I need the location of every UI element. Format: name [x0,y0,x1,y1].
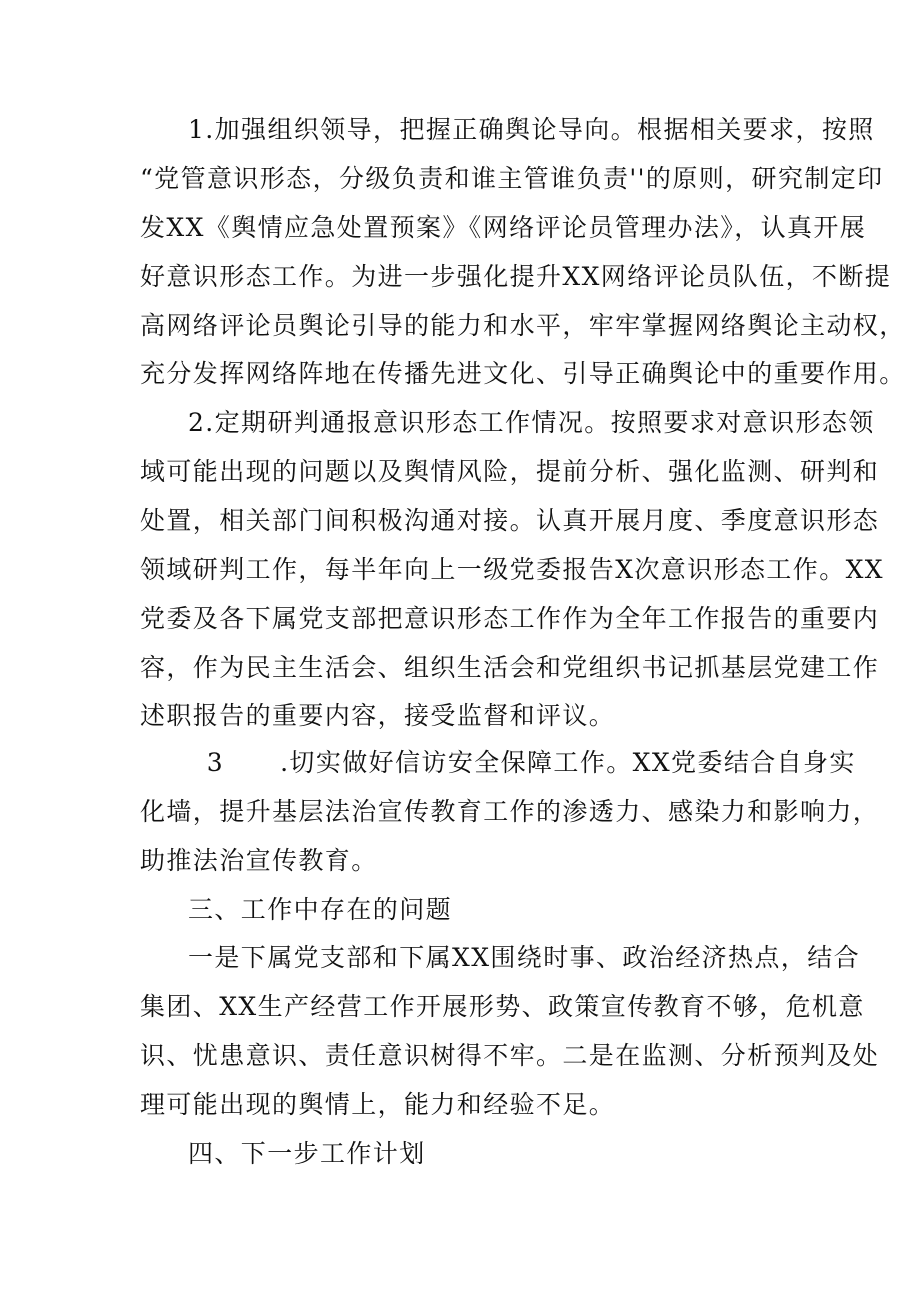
paragraph-2-line-5: 党委及各下属党支部把意识形态工作作为全年工作报告的重要内 [140,604,880,633]
paragraph-2-line-3: 处置，相关部门间积极沟通对接。认真开展月度、季度意识形态 [140,506,880,535]
paragraph-2-line-7: 述职报告的重要内容，接受监督和评议。 [140,701,616,730]
paragraph-2-line-1: 2.定期研判通报意识形态工作情况。按照要求对意识形态领 [188,408,875,437]
paragraph-1-line-5: 高网络评论员舆论引导的能力和水平，牢牢掌握网络舆论主动权， [140,311,906,340]
paragraph-2-line-6: 容，作为民主生活会、组织生活会和党组织书记抓基层党建工作 [140,653,880,682]
paragraph-1-line-2: “党管意识形态，分级负责和谁主管谁负责''的原则，研究制定印 [140,164,884,193]
section-heading-next-plan: 四、下一步工作计划 [188,1139,426,1168]
paragraph-2-line-2: 域可能出现的问题以及舆情风险，提前分析、强化监测、研判和 [140,457,880,486]
paragraph-3-line-1: 3 .切实做好信访安全保障工作。XX党委结合自身实 [188,748,856,777]
paragraph-1-line-3: 发XX《舆情应急处置预案》《网络评论员管理办法》，认真开展 [140,213,867,242]
section-heading-problems: 三、工作中存在的问题 [188,895,453,924]
paragraph-4-line-3: 识、忧患意识、责任意识树得不牢。二是在监测、分析预判及处 [140,1041,880,1070]
paragraph-1-line-6: 充分发挥网络阵地在传播先进文化、引导正确舆论中的重要作用。 [140,359,906,388]
paragraph-3-line-3: 助推法治宣传教育。 [140,846,378,875]
paragraph-2-line-4: 领域研判工作，每半年向上一级党委报告X次意识形态工作。XX [140,555,884,584]
paragraph-4-line-4: 理可能出现的舆情上，能力和经验不足。 [140,1090,616,1119]
paragraph-3-line-2: 化墙，提升基层法治宣传教育工作的渗透力、感染力和影响力， [140,797,880,826]
paragraph-1-line-1: 1.加强组织领导，把握正确舆论导向。根据相关要求，按照 [188,115,875,144]
paragraph-1-line-4: 好意识形态工作。为进一步强化提升XX网络评论员队伍，不断提 [140,262,892,291]
paragraph-4-line-2: 集团、XX生产经营工作开展形势、政策宣传教育不够，危机意 [140,992,865,1021]
paragraph-4-line-1: 一是下属党支部和下属XX围绕时事、政治经济热点，结合 [188,943,860,972]
